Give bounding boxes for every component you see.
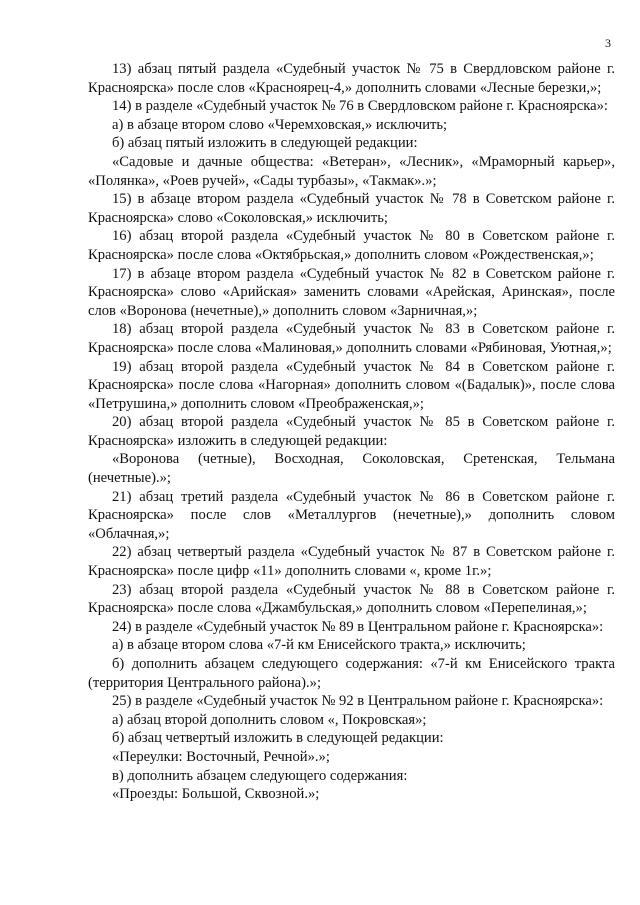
paragraph-14: 14) в разделе «Судебный участок № 76 в Свердловском районе г. Красноярска»:: [112, 98, 608, 115]
page-number: 3: [605, 36, 611, 50]
paragraph-19: 19) абзац второй раздела «Судебный участок № 84 в Советском районе г. Красноярска» после слова «Нагорная» дополнить словом «(Бадалык)», после слова «Петрушина,» дополнить словом «Преображенская,»;: [88, 358, 615, 412]
paragraph-25b: б) абзац четвертый изложить в следующей редакции:: [112, 730, 444, 747]
paragraph-18: 18) абзац второй раздела «Судебный участок № 83 в Советском районе г. Красноярска» после слова «Малиновая,» дополнить словами «Рябиновая, Уютная,»;: [88, 321, 615, 356]
paragraph-15: 15) в абзаце втором раздела «Судебный участок № 78 в Советском районе г. Красноярска» слово «Соколовская,» исключить;: [88, 191, 615, 226]
paragraph-22: 22) абзац четвертый раздела «Судебный участок № 87 в Советском районе г. Красноярска» после цифр «11» дополнить словами «, кроме 1г.»;: [88, 544, 615, 580]
paragraph-16: 16) абзац второй раздела «Судебный участок № 80 в Советском районе г. Красноярска» после слова «Октябрьская,» дополнить словом «Рождественская,»;: [88, 228, 615, 263]
paragraph-14a: а) в абзаце втором слово «Черемховская,» исключить;: [112, 116, 448, 133]
paragraph-25a: а) абзац второй дополнить словом «, Покровская»;: [112, 711, 427, 728]
paragraph-14b: б) абзац пятый изложить в следующей редакции:: [112, 135, 418, 152]
document-body: [88, 60, 615, 804]
paragraph-25b-text: «Переулки: Восточный, Речной».»;: [112, 748, 330, 765]
paragraph-23: 23) абзац второй раздела «Судебный участок № 88 в Советском районе г. Красноярска» после слова «Джамбульская,» дополнить словом «Перепелиная,»;: [88, 581, 615, 617]
paragraph-14b-text: «Садовые и дачные общества: «Ветеран», «Лесник», «Мраморный карьер», «Полянка», «Роев ручей», «Сады турбазы», «Такмак».»;: [88, 153, 615, 189]
paragraph-13: 13) абзац пятый раздела «Судебный участок № 75 в Свердловском районе г. Красноярска» после слов «Красноярец-4,» дополнить словами «Лесные березки,»;: [88, 61, 615, 96]
paragraph-24: 24) в разделе «Судебный участок № 89 в Центральном районе г. Красноярска»:: [112, 618, 604, 635]
paragraph-25c: в) дополнить абзацем следующего содержания:: [112, 767, 408, 784]
paragraph-25: 25) в разделе «Судебный участок № 92 в Центральном районе г. Красноярска»:: [112, 693, 604, 710]
paragraph-24b: б) дополнить абзацем следующего содержания: «7-й км Енисейского тракта (территория Центрального района).»;: [88, 656, 615, 691]
paragraph-20: 20) абзац второй раздела «Судебный участок № 85 в Советском районе г. Красноярска» изложить в следующей редакции:: [88, 414, 615, 449]
paragraph-25c-text: «Проезды: Большой, Сквозной.»;: [112, 786, 320, 803]
paragraph-17: 17) в абзаце втором раздела «Судебный участок № 82 в Советском районе г. Красноярска» слово «Арийская» заменить словами «Арейская, Аринская», после слов «Воронова (нечетные),» дополнить словом «Зарничная,»;: [88, 265, 615, 319]
paragraph-20-text: «Воронова (четные), Восходная, Соколовская, Сретенская, Тельмана (нечетные).»;: [88, 451, 615, 487]
paragraph-21: 21) абзац третий раздела «Судебный участок № 86 в Советском районе г. Красноярска» после слов «Металлургов (нечетные),» дополнить словом «Облачная,»;: [88, 488, 615, 542]
paragraph-24a: а) в абзаце втором слова «7-й км Енисейского тракта,» исключить;: [112, 637, 526, 654]
